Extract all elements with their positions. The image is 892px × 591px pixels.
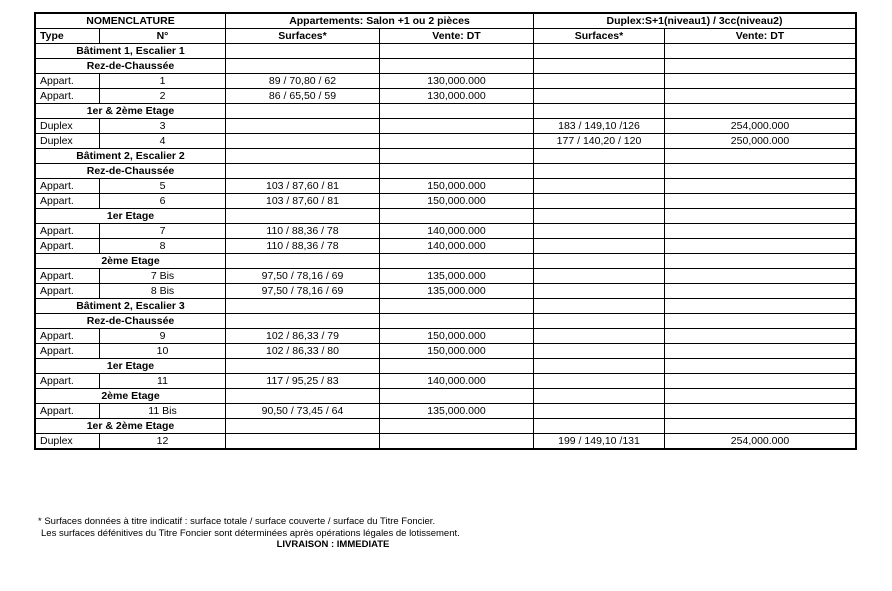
cell-vente: 135,000.000	[380, 284, 534, 299]
table-row	[36, 179, 856, 194]
cell-duplex-vente	[665, 344, 856, 359]
cell-surfaces: 110 / 88,36 / 78	[226, 239, 380, 254]
cell-duplex-surfaces	[534, 374, 665, 389]
empty-cell	[380, 419, 534, 434]
cell-number: 9	[100, 329, 226, 344]
cell-duplex-surfaces: 183 / 149,10 /126	[534, 119, 665, 134]
table-row	[36, 404, 856, 419]
section-row	[36, 164, 856, 179]
empty-cell	[665, 359, 856, 374]
cell-type: Appart.	[36, 374, 100, 389]
section-label: 2ème Etage	[36, 389, 226, 404]
cell-duplex-surfaces	[534, 344, 665, 359]
cell-type: Appart.	[36, 239, 100, 254]
cell-number: 8 Bis	[100, 284, 226, 299]
cell-type: Appart.	[36, 344, 100, 359]
header-duplex-surfaces: Surfaces*	[534, 29, 665, 44]
footnotes	[38, 516, 628, 551]
empty-cell	[665, 254, 856, 269]
cell-vente: 150,000.000	[380, 329, 534, 344]
empty-cell	[380, 164, 534, 179]
table-row	[36, 329, 856, 344]
cell-surfaces: 102 / 86,33 / 79	[226, 329, 380, 344]
cell-number: 4	[100, 134, 226, 149]
empty-cell	[380, 254, 534, 269]
cell-number: 11	[100, 374, 226, 389]
cell-vente	[380, 134, 534, 149]
cell-vente: 140,000.000	[380, 224, 534, 239]
section-label: 1er & 2ème Etage	[36, 104, 226, 119]
empty-cell	[534, 359, 665, 374]
cell-duplex-surfaces	[534, 89, 665, 104]
cell-surfaces: 103 / 87,60 / 81	[226, 194, 380, 209]
cell-duplex-vente	[665, 194, 856, 209]
section-label: 1er & 2ème Etage	[36, 419, 226, 434]
cell-number: 3	[100, 119, 226, 134]
empty-cell	[380, 149, 534, 164]
table-row	[36, 434, 856, 449]
section-row	[36, 104, 856, 119]
section-row	[36, 209, 856, 224]
empty-cell	[665, 419, 856, 434]
cell-vente: 150,000.000	[380, 194, 534, 209]
cell-duplex-vente	[665, 239, 856, 254]
table-row	[36, 374, 856, 389]
section-row	[36, 59, 856, 74]
cell-duplex-surfaces: 177 / 140,20 / 120	[534, 134, 665, 149]
table-body	[36, 44, 856, 449]
cell-vente: 140,000.000	[380, 239, 534, 254]
empty-cell	[534, 314, 665, 329]
cell-duplex-vente	[665, 374, 856, 389]
header-surfaces: Surfaces*	[226, 29, 380, 44]
cell-number: 7	[100, 224, 226, 239]
empty-cell	[534, 149, 665, 164]
section-label: Rez-de-Chaussée	[36, 164, 226, 179]
cell-surfaces	[226, 434, 380, 449]
cell-duplex-surfaces	[534, 404, 665, 419]
section-row	[36, 314, 856, 329]
cell-duplex-surfaces	[534, 329, 665, 344]
cell-duplex-surfaces: 199 / 149,10 /131	[534, 434, 665, 449]
empty-cell	[665, 299, 856, 314]
header-duplex: Duplex:S+1(niveau1) / 3cc(niveau2)	[534, 14, 856, 29]
section-row	[36, 299, 856, 314]
cell-surfaces: 117 / 95,25 / 83	[226, 374, 380, 389]
empty-cell	[226, 149, 380, 164]
section-row	[36, 149, 856, 164]
empty-cell	[665, 209, 856, 224]
empty-cell	[665, 59, 856, 74]
empty-cell	[534, 104, 665, 119]
section-row	[36, 389, 856, 404]
table-row	[36, 74, 856, 89]
cell-type: Duplex	[36, 134, 100, 149]
section-label: 1er Etage	[36, 209, 226, 224]
cell-vente: 150,000.000	[380, 179, 534, 194]
cell-duplex-vente	[665, 89, 856, 104]
cell-type: Appart.	[36, 284, 100, 299]
cell-type: Appart.	[36, 404, 100, 419]
empty-cell	[226, 359, 380, 374]
section-row	[36, 254, 856, 269]
cell-duplex-surfaces	[534, 224, 665, 239]
section-row	[36, 359, 856, 374]
empty-cell	[534, 419, 665, 434]
empty-cell	[380, 389, 534, 404]
cell-surfaces	[226, 134, 380, 149]
section-label: Rez-de-Chaussée	[36, 59, 226, 74]
table-row	[36, 119, 856, 134]
footnote-surfaces: * Surfaces données à titre indicatif : surface totale / surface couverte / surface du Titre Foncier.	[38, 516, 436, 527]
cell-number: 5	[100, 179, 226, 194]
cell-duplex-vente	[665, 404, 856, 419]
table-row	[36, 224, 856, 239]
cell-vente: 135,000.000	[380, 404, 534, 419]
empty-cell	[226, 209, 380, 224]
empty-cell	[226, 254, 380, 269]
empty-cell	[534, 209, 665, 224]
cell-vente: 130,000.000	[380, 74, 534, 89]
header-type: Type	[36, 29, 100, 44]
empty-cell	[226, 389, 380, 404]
empty-cell	[226, 44, 380, 59]
table-row	[36, 344, 856, 359]
empty-cell	[226, 299, 380, 314]
footnote-titre-foncier: Les surfaces défénitives du Titre Foncier sont déterminées après opérations légales de lotissement.	[41, 527, 460, 539]
cell-type: Appart.	[36, 269, 100, 284]
empty-cell	[226, 164, 380, 179]
cell-surfaces: 103 / 87,60 / 81	[226, 179, 380, 194]
cell-duplex-vente: 254,000.000	[665, 434, 856, 449]
table-row	[36, 269, 856, 284]
cell-number: 8	[100, 239, 226, 254]
cell-number: 1	[100, 74, 226, 89]
cell-surfaces: 110 / 88,36 / 78	[226, 224, 380, 239]
cell-type: Duplex	[36, 434, 100, 449]
cell-type: Appart.	[36, 74, 100, 89]
cell-vente: 150,000.000	[380, 344, 534, 359]
empty-cell	[665, 164, 856, 179]
cell-duplex-vente	[665, 284, 856, 299]
empty-cell	[380, 59, 534, 74]
price-list-sheet	[35, 13, 856, 449]
section-row	[36, 44, 856, 59]
empty-cell	[534, 254, 665, 269]
section-label: Bâtiment 2, Escalier 3	[36, 299, 226, 314]
cell-duplex-surfaces	[534, 74, 665, 89]
cell-type: Appart.	[36, 89, 100, 104]
empty-cell	[226, 104, 380, 119]
cell-duplex-vente: 254,000.000	[665, 119, 856, 134]
cell-duplex-vente: 250,000.000	[665, 134, 856, 149]
cell-surfaces: 97,50 / 78,16 / 69	[226, 269, 380, 284]
cell-number: 10	[100, 344, 226, 359]
cell-vente	[380, 434, 534, 449]
section-label: Bâtiment 2, Escalier 2	[36, 149, 226, 164]
cell-duplex-surfaces	[534, 194, 665, 209]
table-header-row-2	[36, 29, 856, 44]
empty-cell	[665, 149, 856, 164]
section-label: 2ème Etage	[36, 254, 226, 269]
section-row	[36, 419, 856, 434]
empty-cell	[226, 59, 380, 74]
cell-duplex-vente	[665, 179, 856, 194]
cell-duplex-surfaces	[534, 179, 665, 194]
empty-cell	[534, 59, 665, 74]
cell-vente: 130,000.000	[380, 89, 534, 104]
cell-duplex-vente	[665, 329, 856, 344]
table-row	[36, 89, 856, 104]
cell-number: 6	[100, 194, 226, 209]
empty-cell	[665, 44, 856, 59]
cell-surfaces	[226, 119, 380, 134]
empty-cell	[380, 299, 534, 314]
cell-duplex-vente	[665, 74, 856, 89]
cell-type: Appart.	[36, 224, 100, 239]
cell-duplex-vente	[665, 269, 856, 284]
empty-cell	[665, 389, 856, 404]
empty-cell	[534, 164, 665, 179]
cell-surfaces: 89 / 70,80 / 62	[226, 74, 380, 89]
header-number: N°	[100, 29, 226, 44]
apartment-price-table	[35, 13, 856, 449]
section-label: Bâtiment 1, Escalier 1	[36, 44, 226, 59]
cell-number: 7 Bis	[100, 269, 226, 284]
cell-duplex-surfaces	[534, 284, 665, 299]
empty-cell	[380, 209, 534, 224]
section-label: 1er Etage	[36, 359, 226, 374]
empty-cell	[380, 44, 534, 59]
cell-type: Duplex	[36, 119, 100, 134]
cell-type: Appart.	[36, 329, 100, 344]
cell-number: 2	[100, 89, 226, 104]
header-appartements: Appartements: Salon +1 ou 2 pièces	[226, 14, 534, 29]
cell-surfaces: 86 / 65,50 / 59	[226, 89, 380, 104]
cell-duplex-vente	[665, 224, 856, 239]
empty-cell	[534, 44, 665, 59]
cell-number: 11 Bis	[100, 404, 226, 419]
table-row	[36, 194, 856, 209]
section-label: Rez-de-Chaussée	[36, 314, 226, 329]
empty-cell	[665, 314, 856, 329]
cell-surfaces: 90,50 / 73,45 / 64	[226, 404, 380, 419]
empty-cell	[534, 389, 665, 404]
cell-number: 12	[100, 434, 226, 449]
livraison-note: LIVRAISON : IMMEDIATE	[276, 539, 390, 550]
header-duplex-vente: Vente: DT	[665, 29, 856, 44]
cell-type: Appart.	[36, 194, 100, 209]
cell-vente: 140,000.000	[380, 374, 534, 389]
table-header-row-1	[36, 14, 856, 29]
empty-cell	[226, 314, 380, 329]
empty-cell	[380, 359, 534, 374]
cell-duplex-surfaces	[534, 239, 665, 254]
table-row	[36, 239, 856, 254]
cell-surfaces: 97,50 / 78,16 / 69	[226, 284, 380, 299]
empty-cell	[380, 314, 534, 329]
header-vente: Vente: DT	[380, 29, 534, 44]
cell-duplex-surfaces	[534, 269, 665, 284]
cell-vente: 135,000.000	[380, 269, 534, 284]
header-nomenclature: NOMENCLATURE	[36, 14, 226, 29]
table-row	[36, 134, 856, 149]
empty-cell	[226, 419, 380, 434]
cell-surfaces: 102 / 86,33 / 80	[226, 344, 380, 359]
empty-cell	[380, 104, 534, 119]
cell-vente	[380, 119, 534, 134]
table-row	[36, 284, 856, 299]
cell-type: Appart.	[36, 179, 100, 194]
empty-cell	[534, 299, 665, 314]
empty-cell	[665, 104, 856, 119]
